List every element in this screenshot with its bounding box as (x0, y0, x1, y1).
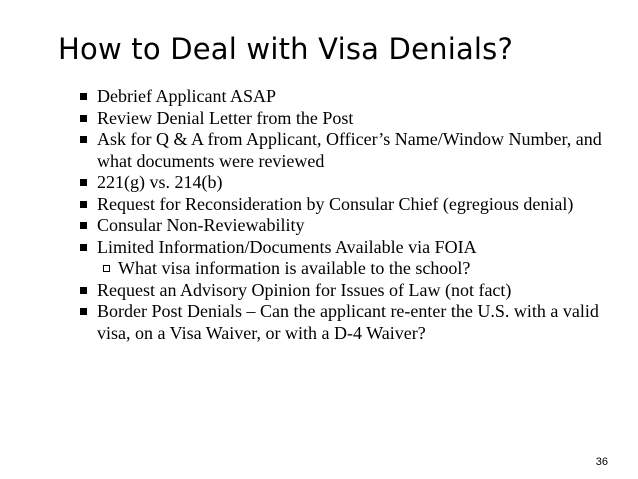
bullet-item (70, 280, 626, 302)
bullet-item (70, 301, 626, 344)
bullet-text: Request for Reconsideration by Consular Chief (egregious denial) (97, 193, 574, 214)
sub-bullet-item (70, 258, 626, 280)
bullet-list (70, 86, 626, 344)
square-bullet-icon (80, 93, 87, 100)
bullet-item (70, 215, 626, 237)
bullet-item (70, 237, 626, 259)
square-bullet-icon (80, 244, 87, 251)
bullet-item (70, 86, 626, 108)
bullet-text: Border Post Denials – Can the applicant re-enter the U.S. with a valid visa, on a Visa Waiver, or with a D-4 Waiver? (97, 301, 599, 343)
bullet-text: 221(g) vs. 214(b) (97, 172, 223, 192)
slide-title: How to Deal with Visa Denials? (58, 32, 514, 66)
square-bullet-icon (80, 136, 87, 143)
bullet-item (70, 172, 626, 194)
bullet-text: Debrief Applicant ASAP (97, 86, 276, 106)
bullet-text: Ask for Q & A from Applicant, Officer’s Name/Window Number, and what documents were reviewed (97, 129, 602, 171)
bullet-text: Consular Non-Reviewability (97, 215, 305, 235)
square-bullet-icon (80, 115, 87, 122)
square-bullet-icon (80, 287, 87, 294)
page-number: 36 (595, 456, 608, 468)
bullet-text: Review Denial Letter from the Post (97, 107, 354, 128)
square-bullet-icon (80, 222, 87, 229)
bullet-text: Request an Advisory Opinion for Issues of Law (not fact) (97, 279, 512, 300)
bullet-item (70, 108, 626, 130)
hollow-square-bullet-icon (103, 265, 110, 272)
square-bullet-icon (80, 179, 87, 186)
bullet-text: Limited Information/Documents Available via FOIA (97, 236, 477, 257)
square-bullet-icon (80, 308, 87, 315)
square-bullet-icon (80, 201, 87, 208)
sub-bullet-text: What visa information is available to the school? (118, 258, 471, 278)
bullet-item (70, 194, 626, 216)
bullet-item (70, 129, 626, 172)
